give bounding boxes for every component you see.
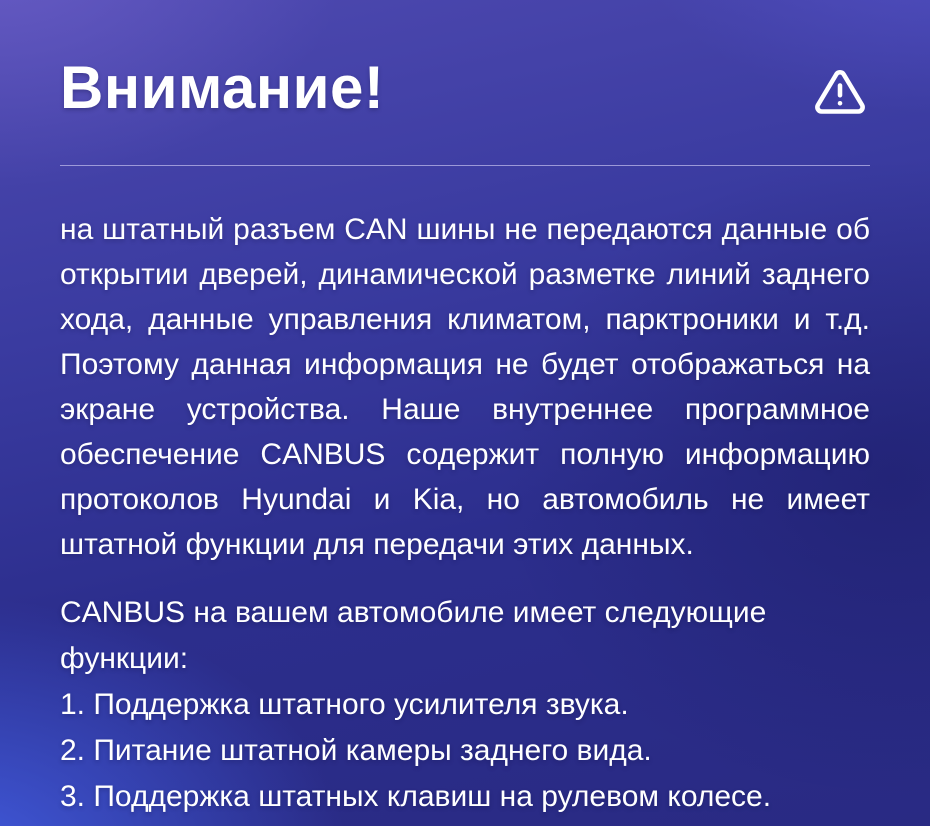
notice-body — [60, 207, 870, 820]
notice-paragraph: на штатный разъем CAN шины не передаются данные об открытии дверей, динамической разметке линий заднего хода, данные управления климатом, парктроники и т.д. Поэтому данная информация не будет отображаться на экране устройства. Наше внутреннее программное обеспечение CANBUS содержит полную информацию протоколов Hyundai и Kia, но автомобиль не имеет штатной функции для передачи этих данных. — [60, 213, 870, 561]
header — [60, 0, 870, 120]
warning-triangle-icon — [812, 56, 870, 118]
function-item-1: 1. Поддержка штатного усилителя звука. — [60, 688, 629, 721]
canbus-functions-block — [60, 590, 870, 820]
divider — [60, 165, 870, 166]
page-title: Внимание! — [60, 54, 385, 121]
function-item-3: 3. Поддержка штатных клавиш на рулевом колесе. — [60, 780, 772, 813]
function-item-2: 2. Питание штатной камеры заднего вида. — [60, 734, 652, 767]
functions-intro: CANBUS на вашем автомобиле имеет следующие функции: — [60, 596, 767, 675]
